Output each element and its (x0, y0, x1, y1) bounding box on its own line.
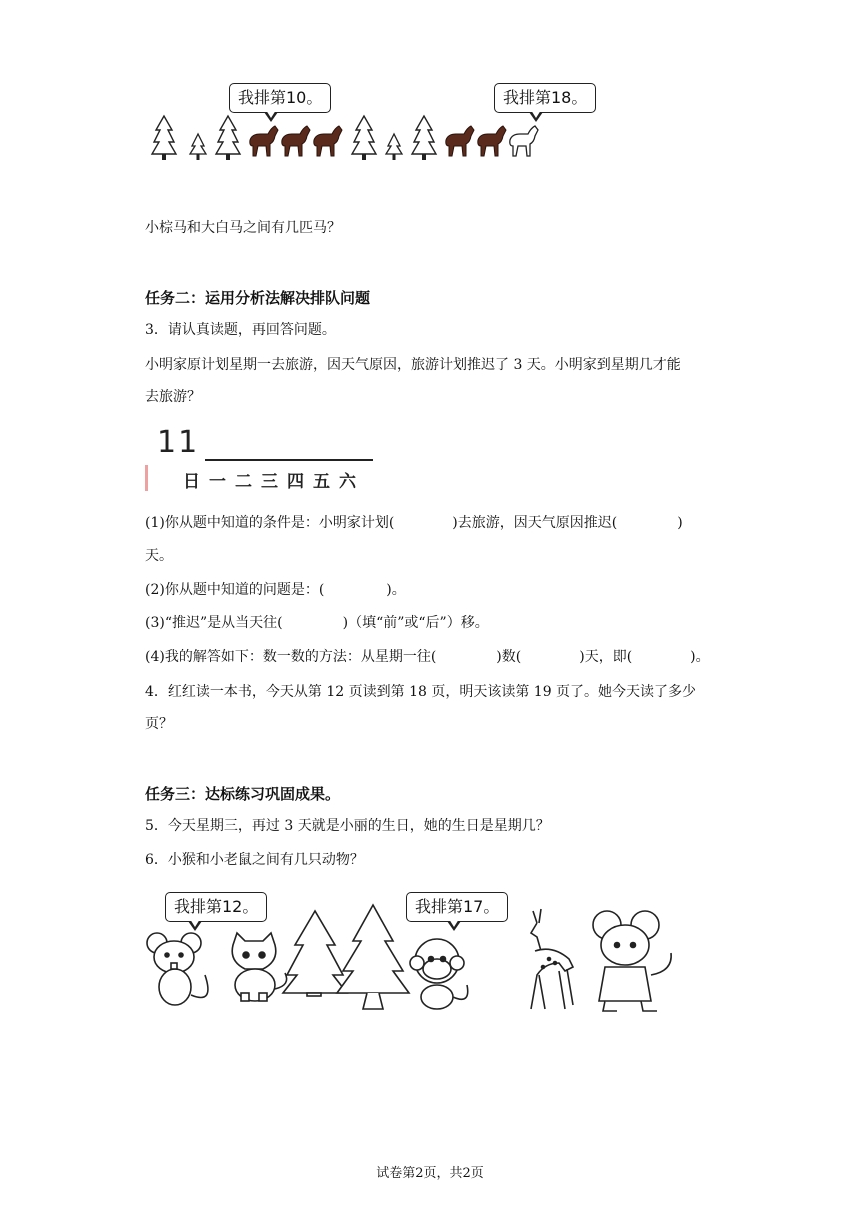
q3-intro: 3．请认真读题，再回答问题。 (145, 322, 336, 338)
weekday-label: 日 (183, 472, 200, 492)
tree-icon (386, 134, 402, 160)
horse-icon (446, 126, 474, 156)
tree-icon (412, 116, 436, 160)
bubble-text: 我排第18。 (503, 88, 588, 107)
weekday-label: 四 (287, 472, 304, 492)
q6-text: 6．小猴和小老鼠之间有几只动物？ (145, 852, 364, 868)
horse-icon (314, 126, 342, 156)
task2-heading: 任务二：运用分析法解决排队问题 (145, 289, 371, 307)
tree-icon (152, 116, 176, 160)
calendar-picture (145, 423, 380, 493)
page-footer: 试卷第2页，共2页 (376, 1166, 484, 1181)
sub-question-2: (2)你从题中知道的问题是：( )。 (145, 582, 406, 598)
queue-illustration (148, 112, 548, 162)
q3-text-line1: 小明家原计划星期一去旅游，因天气原因，旅游计划推迟了 3 天。小明家到星期几才能 (145, 357, 681, 373)
tree-icon (337, 905, 409, 1009)
sub-question-3: (3)“推迟”是从当天往( )（填“前”或“后”）移。 (145, 615, 489, 631)
weekday-label: 一 (209, 472, 226, 492)
q3-text-line2: 去旅游？ (145, 389, 201, 405)
question-horses: 小棕马和大白马之间有几匹马？ (145, 220, 341, 236)
mouse-icon (147, 933, 208, 1005)
weekday-label: 六 (339, 472, 356, 492)
animals-illustration (145, 905, 680, 1020)
tree-icon (216, 116, 240, 160)
q5-text: 5．今天星期三，再过 3 天就是小丽的生日，她的生日是星期几？ (145, 818, 550, 834)
monkey-icon (410, 939, 468, 1009)
tree-icon (283, 911, 347, 996)
weekday-label: 三 (261, 472, 278, 492)
sub-question-4: (4)我的解答如下：数一数的方法：从星期一往( )数( )天，即( )。 (145, 649, 710, 665)
calendar-line (205, 459, 373, 461)
deer-icon (531, 909, 573, 1009)
cat-icon (232, 933, 286, 1001)
sub-question-1-cont: 天。 (145, 548, 173, 564)
calendar-edge-mark (145, 465, 148, 491)
weekday-label: 二 (235, 472, 252, 492)
white-horse-icon (510, 126, 538, 156)
speech-bubble-left (229, 83, 331, 113)
horse-icon (478, 126, 506, 156)
calendar-month-number: 11 (157, 425, 200, 460)
calendar-weekdays (183, 467, 356, 492)
task3-heading: 任务三：达标练习巩固成果。 (145, 785, 341, 803)
q4-text-line1: 4．红红读一本书，今天从第 12 页读到第 18 页，明天该读第 19 页了。她今天读了多少 (145, 684, 697, 700)
speech-bubble-right (494, 83, 596, 113)
tree-icon (190, 134, 206, 160)
horse-icon (282, 126, 310, 156)
bubble-text: 我排第17。 (415, 897, 500, 916)
bubble-text: 我排第10。 (238, 88, 323, 107)
horse-icon (250, 126, 278, 156)
bubble-text: 我排第12。 (174, 897, 259, 916)
sub-question-1: (1)你从题中知道的条件是：小明家计划( )去旅游，因天气原因推迟( ) (145, 515, 683, 531)
mouse-icon (593, 911, 671, 1011)
tree-icon (352, 116, 376, 160)
q4-text-line2: 页？ (145, 716, 173, 732)
weekday-label: 五 (313, 472, 330, 492)
